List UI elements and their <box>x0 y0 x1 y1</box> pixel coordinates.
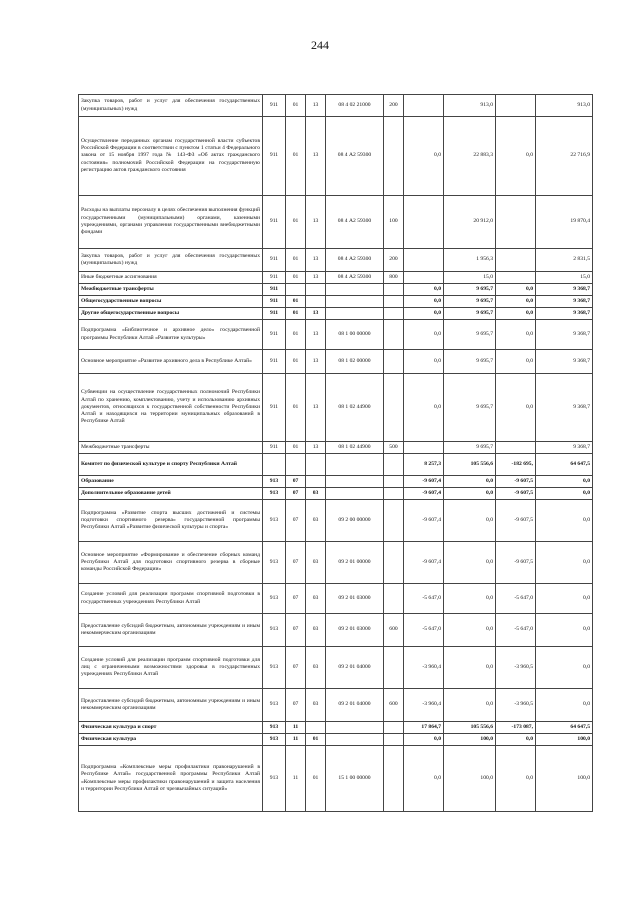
row-code-cell: 911 <box>263 442 286 454</box>
row-amount-2-cell: 9 695,7 <box>444 284 496 296</box>
row-amount-4-cell: 19 870,4 <box>536 196 593 249</box>
row-section-cell: 07 <box>286 584 306 614</box>
table-row <box>79 500 593 542</box>
row-target-article-cell <box>326 454 384 476</box>
row-expense-type-cell <box>384 500 404 542</box>
row-name-cell: Общегосударственные вопросы <box>79 296 263 308</box>
row-subsection-cell: 03 <box>306 614 326 647</box>
table-row <box>79 689 593 722</box>
row-amount-3-cell: 0,0 <box>496 734 536 746</box>
row-amount-3-cell <box>496 442 536 454</box>
row-amount-1-cell: 0,0 <box>404 746 444 812</box>
table-row <box>79 542 593 584</box>
row-subsection-cell: 03 <box>306 584 326 614</box>
row-amount-1-cell <box>404 249 444 272</box>
row-amount-4-cell: 0,0 <box>536 500 593 542</box>
row-amount-4-cell: 9 368,7 <box>536 296 593 308</box>
row-code-cell <box>263 454 286 476</box>
row-name-cell: Другие общегосударственные вопросы <box>79 308 263 320</box>
row-section-cell: 01 <box>286 117 306 196</box>
row-target-article-cell: 08 1 02 44900 <box>326 374 384 442</box>
row-amount-3-cell: 0,0 <box>496 320 536 350</box>
table-row <box>79 584 593 614</box>
row-section-cell: 07 <box>286 542 306 584</box>
row-expense-type-cell <box>384 647 404 689</box>
table-row <box>79 722 593 734</box>
row-subsection-cell: 13 <box>306 95 326 117</box>
row-name-cell: Основное мероприятие «Формирование и обеспечение сборных команд Республики Алтай для подготовки спортивного резерва в сборные команды Российской Федерации» <box>79 542 263 584</box>
row-amount-2-cell: 9 695,7 <box>444 320 496 350</box>
row-expense-type-cell <box>384 542 404 584</box>
row-section-cell: 07 <box>286 689 306 722</box>
row-subsection-cell <box>306 476 326 488</box>
row-amount-1-cell: 0,0 <box>404 320 444 350</box>
row-subsection-cell <box>306 296 326 308</box>
row-code-cell: 911 <box>263 296 286 308</box>
row-amount-3-cell: -173 087, <box>496 722 536 734</box>
row-subsection-cell: 13 <box>306 350 326 374</box>
row-amount-2-cell: 0,0 <box>444 542 496 584</box>
row-subsection-cell <box>306 454 326 476</box>
row-amount-4-cell: 9 368,7 <box>536 442 593 454</box>
row-code-cell: 913 <box>263 542 286 584</box>
row-section-cell: 01 <box>286 350 306 374</box>
row-target-article-cell: 09 2 01 00000 <box>326 542 384 584</box>
row-name-cell: Межбюджетные трансферты <box>79 284 263 296</box>
row-target-article-cell: 09 2 01 03000 <box>326 614 384 647</box>
row-subsection-cell: 03 <box>306 500 326 542</box>
row-subsection-cell: 13 <box>306 249 326 272</box>
row-amount-2-cell: 0,0 <box>444 647 496 689</box>
row-amount-1-cell: -9 607,4 <box>404 542 444 584</box>
row-target-article-cell <box>326 734 384 746</box>
row-amount-1-cell: 0,0 <box>404 117 444 196</box>
row-code-cell: 913 <box>263 689 286 722</box>
row-target-article-cell <box>326 308 384 320</box>
row-name-cell: Основное мероприятие «Развитие архивного дела в Республике Алтай» <box>79 350 263 374</box>
table-row <box>79 117 593 196</box>
table-row <box>79 746 593 812</box>
row-amount-1-cell: -3 960,4 <box>404 689 444 722</box>
row-amount-3-cell: 0,0 <box>496 308 536 320</box>
row-amount-3-cell: -182 695, <box>496 454 536 476</box>
table-row <box>79 476 593 488</box>
table-row <box>79 442 593 454</box>
row-section-cell: 07 <box>286 476 306 488</box>
row-code-cell: 911 <box>263 196 286 249</box>
row-expense-type-cell <box>384 308 404 320</box>
row-subsection-cell: 13 <box>306 374 326 442</box>
row-subsection-cell: 13 <box>306 117 326 196</box>
table-row <box>79 614 593 647</box>
row-section-cell: 01 <box>286 296 306 308</box>
row-amount-4-cell: 0,0 <box>536 488 593 500</box>
row-amount-3-cell: 0,0 <box>496 350 536 374</box>
row-section-cell: 07 <box>286 488 306 500</box>
row-amount-3-cell: 0,0 <box>496 117 536 196</box>
row-target-article-cell: 08 4 А2 59300 <box>326 249 384 272</box>
row-amount-4-cell: 2 831,5 <box>536 249 593 272</box>
table-row <box>79 272 593 284</box>
row-expense-type-cell: 600 <box>384 614 404 647</box>
row-amount-1-cell <box>404 95 444 117</box>
row-target-article-cell: 08 1 02 44900 <box>326 442 384 454</box>
row-amount-4-cell: 22 716,9 <box>536 117 593 196</box>
row-amount-2-cell: 105 556,6 <box>444 722 496 734</box>
row-code-cell: 913 <box>263 734 286 746</box>
row-target-article-cell: 08 4 А2 59300 <box>326 196 384 249</box>
row-expense-type-cell: 200 <box>384 249 404 272</box>
row-section-cell: 07 <box>286 614 306 647</box>
row-amount-3-cell: 0,0 <box>496 374 536 442</box>
row-name-cell: Образование <box>79 476 263 488</box>
row-target-article-cell <box>326 722 384 734</box>
row-amount-2-cell: 9 695,7 <box>444 308 496 320</box>
row-amount-2-cell: 105 556,6 <box>444 454 496 476</box>
row-expense-type-cell <box>384 584 404 614</box>
row-section-cell: 01 <box>286 196 306 249</box>
row-target-article-cell: 09 2 00 00000 <box>326 500 384 542</box>
row-target-article-cell: 08 1 00 00000 <box>326 320 384 350</box>
row-section-cell: 01 <box>286 320 306 350</box>
row-amount-1-cell: 0,0 <box>404 374 444 442</box>
row-target-article-cell: 08 4 А2 59300 <box>326 272 384 284</box>
row-expense-type-cell <box>384 117 404 196</box>
row-amount-3-cell <box>496 249 536 272</box>
row-code-cell: 913 <box>263 647 286 689</box>
row-amount-1-cell: 0,0 <box>404 734 444 746</box>
row-section-cell: 01 <box>286 249 306 272</box>
row-name-cell: Иные бюджетные ассигнования <box>79 272 263 284</box>
row-target-article-cell: 09 2 01 03000 <box>326 584 384 614</box>
row-amount-1-cell: -9 607,4 <box>404 488 444 500</box>
row-name-cell: Физическая культура <box>79 734 263 746</box>
row-expense-type-cell <box>384 722 404 734</box>
row-amount-3-cell: 0,0 <box>496 296 536 308</box>
row-amount-4-cell: 100,0 <box>536 746 593 812</box>
row-target-article-cell: 08 1 02 00000 <box>326 350 384 374</box>
row-amount-1-cell: -5 647,0 <box>404 584 444 614</box>
row-amount-2-cell: 100,0 <box>444 734 496 746</box>
row-code-cell: 913 <box>263 722 286 734</box>
row-amount-2-cell: 9 695,7 <box>444 442 496 454</box>
table-row <box>79 296 593 308</box>
row-name-cell: Дополнительное образование детей <box>79 488 263 500</box>
row-target-article-cell <box>326 296 384 308</box>
row-expense-type-cell <box>384 320 404 350</box>
row-expense-type-cell <box>384 374 404 442</box>
row-section-cell <box>286 284 306 296</box>
table-body <box>79 95 593 812</box>
row-amount-4-cell: 913,0 <box>536 95 593 117</box>
row-name-cell: Подпрограмма «Комплексные меры профилактики правонарушений в Республике Алтай» государственной программы Республики Алтай «Комплексные меры профилактики правонарушений и защита населения и территории Республики Алтай от чрезвычайных ситуаций» <box>79 746 263 812</box>
table-row <box>79 350 593 374</box>
row-amount-1-cell <box>404 442 444 454</box>
table-row <box>79 196 593 249</box>
row-amount-3-cell: -3 960,5 <box>496 647 536 689</box>
row-target-article-cell: 08 4 А2 59300 <box>326 117 384 196</box>
row-amount-2-cell: 9 695,7 <box>444 374 496 442</box>
row-amount-3-cell: -9 607,5 <box>496 488 536 500</box>
row-amount-1-cell <box>404 272 444 284</box>
row-amount-3-cell: -9 607,5 <box>496 476 536 488</box>
row-subsection-cell: 13 <box>306 272 326 284</box>
row-name-cell: Закупка товаров, работ и услуг для обеспечения государственных (муниципальных) нужд <box>79 95 263 117</box>
row-target-article-cell <box>326 284 384 296</box>
row-code-cell: 911 <box>263 350 286 374</box>
row-amount-3-cell: -9 607,5 <box>496 500 536 542</box>
table-row <box>79 488 593 500</box>
row-subsection-cell: 01 <box>306 734 326 746</box>
table-row <box>79 647 593 689</box>
row-amount-4-cell: 9 368,7 <box>536 350 593 374</box>
row-subsection-cell <box>306 722 326 734</box>
row-amount-2-cell: 9 695,7 <box>444 296 496 308</box>
row-amount-3-cell <box>496 196 536 249</box>
row-amount-2-cell: 100,0 <box>444 746 496 812</box>
row-amount-1-cell: 0,0 <box>404 284 444 296</box>
table-row <box>79 734 593 746</box>
row-amount-4-cell: 0,0 <box>536 476 593 488</box>
row-name-cell: Комитет по физической культуре и спорту Республики Алтай <box>79 454 263 476</box>
row-amount-2-cell: 20 912,0 <box>444 196 496 249</box>
row-code-cell: 911 <box>263 249 286 272</box>
table-row <box>79 284 593 296</box>
row-amount-3-cell: -9 607,5 <box>496 542 536 584</box>
row-amount-4-cell: 0,0 <box>536 689 593 722</box>
row-section-cell: 11 <box>286 722 306 734</box>
row-amount-1-cell: -9 607,4 <box>404 500 444 542</box>
row-amount-4-cell: 0,0 <box>536 584 593 614</box>
row-section-cell: 01 <box>286 374 306 442</box>
row-amount-2-cell: 0,0 <box>444 488 496 500</box>
row-amount-2-cell: 1 956,3 <box>444 249 496 272</box>
row-expense-type-cell: 200 <box>384 95 404 117</box>
row-subsection-cell: 03 <box>306 542 326 584</box>
table-row <box>79 249 593 272</box>
table-row <box>79 454 593 476</box>
row-amount-1-cell: -9 607,4 <box>404 476 444 488</box>
table-row <box>79 308 593 320</box>
row-expense-type-cell <box>384 296 404 308</box>
row-amount-1-cell: 0,0 <box>404 296 444 308</box>
row-expense-type-cell <box>384 350 404 374</box>
row-amount-4-cell: 9 368,7 <box>536 308 593 320</box>
row-section-cell: 11 <box>286 746 306 812</box>
row-amount-4-cell: 64 647,5 <box>536 454 593 476</box>
row-amount-4-cell: 9 368,7 <box>536 284 593 296</box>
row-target-article-cell <box>326 488 384 500</box>
row-amount-1-cell: 0,0 <box>404 308 444 320</box>
row-amount-4-cell: 0,0 <box>536 647 593 689</box>
row-code-cell: 911 <box>263 320 286 350</box>
row-target-article-cell: 15 1 00 00000 <box>326 746 384 812</box>
row-code-cell: 913 <box>263 488 286 500</box>
row-amount-1-cell: 8 257,3 <box>404 454 444 476</box>
row-amount-4-cell: 9 368,7 <box>536 374 593 442</box>
row-amount-2-cell: 0,0 <box>444 500 496 542</box>
row-expense-type-cell <box>384 454 404 476</box>
row-code-cell: 911 <box>263 117 286 196</box>
row-amount-1-cell: 0,0 <box>404 350 444 374</box>
row-amount-2-cell: 0,0 <box>444 476 496 488</box>
row-amount-3-cell: -5 647,0 <box>496 584 536 614</box>
row-amount-4-cell: 9 368,7 <box>536 320 593 350</box>
row-amount-2-cell: 22 883,3 <box>444 117 496 196</box>
row-section-cell: 07 <box>286 500 306 542</box>
row-amount-1-cell: -3 960,4 <box>404 647 444 689</box>
row-name-cell: Создание условий для реализации программ спортивной подготовки для лиц с ограниченными возможностями здоровья в государственных учреждениях Республики Алтай <box>79 647 263 689</box>
row-amount-4-cell: 100,0 <box>536 734 593 746</box>
row-code-cell: 913 <box>263 614 286 647</box>
row-subsection-cell: 03 <box>306 647 326 689</box>
row-expense-type-cell <box>384 488 404 500</box>
row-subsection-cell: 01 <box>306 746 326 812</box>
row-section-cell: 01 <box>286 95 306 117</box>
row-code-cell: 913 <box>263 500 286 542</box>
row-code-cell: 911 <box>263 374 286 442</box>
row-section-cell: 01 <box>286 308 306 320</box>
row-name-cell: Подпрограмма «Развитие спорта высших достижений и системы подготовки спортивного резерва» государственной программы Республики Алтай «Развитие физической культуры и спорта» <box>79 500 263 542</box>
row-amount-2-cell: 0,0 <box>444 614 496 647</box>
row-amount-3-cell <box>496 95 536 117</box>
row-amount-1-cell: 17 864,7 <box>404 722 444 734</box>
row-name-cell: Создание условий для реализации программ спортивной подготовки в государственных учреждениях Республики Алтай <box>79 584 263 614</box>
row-subsection-cell: 13 <box>306 442 326 454</box>
row-subsection-cell: 13 <box>306 320 326 350</box>
row-amount-2-cell: 15,0 <box>444 272 496 284</box>
row-target-article-cell: 09 2 01 04000 <box>326 647 384 689</box>
row-amount-1-cell: -5 647,0 <box>404 614 444 647</box>
table-row <box>79 95 593 117</box>
row-expense-type-cell: 500 <box>384 442 404 454</box>
row-amount-4-cell: 0,0 <box>536 542 593 584</box>
row-name-cell: Предоставление субсидий бюджетным, автономным учреждениям и иным некоммерческим организациям <box>79 614 263 647</box>
row-code-cell: 911 <box>263 272 286 284</box>
row-expense-type-cell <box>384 734 404 746</box>
row-subsection-cell <box>306 284 326 296</box>
table-row <box>79 320 593 350</box>
row-expense-type-cell <box>384 284 404 296</box>
row-expense-type-cell: 600 <box>384 689 404 722</box>
row-amount-4-cell: 0,0 <box>536 614 593 647</box>
row-name-cell: Осуществление переданных органам государственной власти субъектов Российской Федерации в соответствии с пунктом 1 статьи 4 Федерального закона от 15 ноября 1997 года № 143-ФЗ «Об актах гражданского состояния» полномочий Российской Федерации на государственную регистрацию актов гражданского состояния <box>79 117 263 196</box>
row-section-cell: 01 <box>286 272 306 284</box>
row-expense-type-cell <box>384 476 404 488</box>
page-number: 244 <box>311 38 329 52</box>
row-amount-3-cell: -3 960,5 <box>496 689 536 722</box>
row-code-cell: 911 <box>263 95 286 117</box>
row-amount-3-cell: 0,0 <box>496 284 536 296</box>
row-amount-4-cell: 15,0 <box>536 272 593 284</box>
row-amount-1-cell <box>404 196 444 249</box>
row-section-cell: 01 <box>286 442 306 454</box>
row-name-cell: Подпрограмма «Библиотечное и архивное дело» государственной программы Республики Алтай «Развитие культуры» <box>79 320 263 350</box>
row-name-cell: Субвенции на осуществление государственных полномочий Республики Алтай по хранению, комплектованию, учету и использованию архивных документов, относящихся к государственной собственности Республики Алтай и находящихся на территории муниципальных образований в Республике Алтай <box>79 374 263 442</box>
row-subsection-cell: 03 <box>306 689 326 722</box>
row-expense-type-cell <box>384 746 404 812</box>
row-subsection-cell: 13 <box>306 196 326 249</box>
row-name-cell: Расходы на выплаты персоналу в целях обеспечения выполнения функций государственными (муниципальными) органами, казенными учреждениями, органами управления государственными внебюджетными фондами <box>79 196 263 249</box>
row-code-cell: 913 <box>263 584 286 614</box>
row-section-cell: 11 <box>286 734 306 746</box>
row-name-cell: Закупка товаров, работ и услуг для обеспечения государственных (муниципальных) нужд <box>79 249 263 272</box>
row-name-cell: Предоставление субсидий бюджетным, автономным учреждениям и иным некоммерческим организациям <box>79 689 263 722</box>
row-amount-4-cell: 64 647,5 <box>536 722 593 734</box>
row-amount-3-cell: -5 647,0 <box>496 614 536 647</box>
row-target-article-cell <box>326 476 384 488</box>
row-section-cell: 07 <box>286 647 306 689</box>
row-subsection-cell: 03 <box>306 488 326 500</box>
row-section-cell <box>286 454 306 476</box>
row-expense-type-cell: 800 <box>384 272 404 284</box>
row-code-cell: 913 <box>263 476 286 488</box>
row-subsection-cell: 13 <box>306 308 326 320</box>
row-code-cell: 911 <box>263 284 286 296</box>
budget-table <box>78 94 593 812</box>
row-amount-2-cell: 0,0 <box>444 689 496 722</box>
row-amount-3-cell: 0,0 <box>496 746 536 812</box>
row-amount-3-cell <box>496 272 536 284</box>
row-expense-type-cell: 100 <box>384 196 404 249</box>
row-amount-2-cell: 0,0 <box>444 584 496 614</box>
row-target-article-cell: 09 2 01 04000 <box>326 689 384 722</box>
row-amount-2-cell: 913,0 <box>444 95 496 117</box>
row-code-cell: 911 <box>263 308 286 320</box>
row-name-cell: Физическая культура и спорт <box>79 722 263 734</box>
row-code-cell: 913 <box>263 746 286 812</box>
row-name-cell: Межбюджетные трансферты <box>79 442 263 454</box>
table-row <box>79 374 593 442</box>
row-amount-2-cell: 9 695,7 <box>444 350 496 374</box>
row-target-article-cell: 08 4 02 21000 <box>326 95 384 117</box>
